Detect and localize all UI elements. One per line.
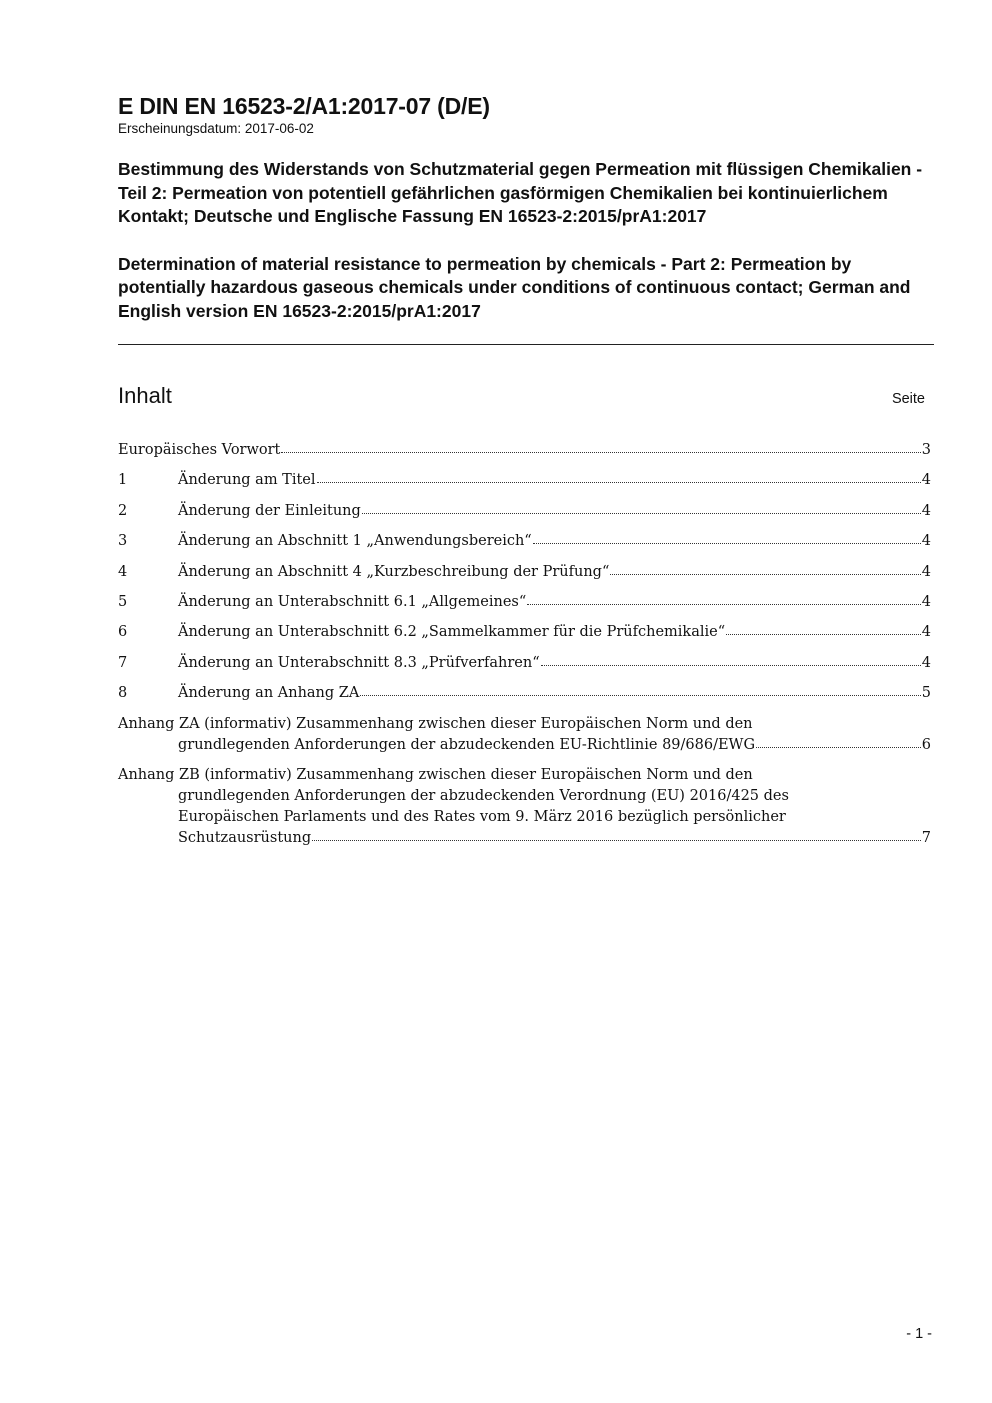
toc-entry-page: 4 [921, 593, 931, 610]
toc-entry-3[interactable] [118, 531, 931, 552]
toc-leader-dots [360, 695, 920, 696]
english-title: Determination of material resistance to permeation by chemicals - Part 2: Permeation by potentially hazardous gaseous chemicals under conditions of continuous contact; German and English version EN 16523-2:2015/prA1:2017 [118, 253, 911, 321]
toc-entry-page: 7 [921, 829, 931, 846]
toc-entry-number: 1 [118, 472, 128, 489]
toc-entry-number: 3 [118, 533, 128, 550]
toc-entry-text: Änderung der Einleitung [178, 502, 361, 519]
toc-entry-2[interactable] [118, 501, 931, 522]
toc-entry-text-continued: Europäischen Parlaments und des Rates vom 9. März 2016 bezüglich persönlicher [178, 808, 786, 825]
toc-entry-page: 6 [921, 736, 931, 753]
toc-leader-dots [312, 840, 921, 841]
toc-leader-dots [610, 574, 920, 575]
publication-date: Erscheinungsdatum: 2017-06-02 [118, 121, 314, 136]
toc-entry-number: 4 [118, 563, 128, 580]
toc-page-column-label: Seite [891, 391, 925, 407]
toc-leader-dots [541, 665, 921, 666]
toc-entry-5[interactable] [118, 592, 931, 613]
toc-entry-text: Änderung an Abschnitt 4 „Kurzbeschreibung der Prüfung“ [178, 563, 610, 580]
toc-entry-4[interactable] [118, 562, 931, 583]
german-title: Bestimmung des Widerstands von Schutzmaterial gegen Permeation mit flüssigen Chemikalien - Teil 2: Permeation von potentiell gefährlichen gasförmigen Chemikalien bei kontinuierlichem Kontakt; Deutsche und Englische Fassung EN 16523-2:2015/prA1:2017 [118, 159, 923, 226]
toc-entry-1[interactable] [118, 470, 931, 491]
document-header [118, 92, 934, 323]
toc-entry-page: 4 [921, 563, 931, 580]
toc-leader-dots [527, 604, 921, 605]
toc-entry-page: 4 [921, 654, 931, 671]
toc-leader-dots [756, 747, 921, 748]
page-number: - 1 - [906, 1326, 932, 1342]
toc-entry-text: Änderung an Unterabschnitt 8.3 „Prüfverfahren“ [178, 654, 540, 671]
toc-entry-text: Änderung an Abschnitt 1 „Anwendungsbereich“ [178, 533, 532, 550]
toc-entry-page: 4 [921, 533, 931, 550]
toc-entry-text: Änderung am Titel [178, 472, 316, 489]
toc-leader-dots [317, 482, 921, 483]
toc-entry-text-continued: Schutzausrüstung [178, 829, 312, 846]
toc-entry-text: Anhang ZA (informativ) Zusammenhang zwischen dieser Europäischen Norm und den [118, 715, 753, 732]
toc-heading: Inhalt [118, 383, 172, 408]
toc-leader-dots [533, 543, 921, 544]
toc-entry-text-continued: grundlegenden Anforderungen der abzudeckenden Verordnung (EU) 2016/425 des [178, 787, 789, 804]
toc-entry-text: Anhang ZB (informativ) Zusammenhang zwischen dieser Europäischen Norm und den [118, 766, 753, 783]
toc-entry-text-continued: grundlegenden Anforderungen der abzudeckenden EU-Richtlinie 89/686/EWG [178, 736, 756, 753]
toc-entry-european-foreword[interactable] [118, 440, 931, 461]
toc-entry-page: 4 [921, 624, 931, 641]
toc-leader-dots [281, 452, 920, 453]
toc-entry-number: 6 [118, 624, 128, 641]
toc-entry-text: Änderung an Anhang ZA [178, 685, 360, 702]
toc-entry-number: 2 [118, 502, 128, 519]
toc-entry-annex-zb[interactable] [118, 765, 931, 849]
toc-entry-number: 5 [118, 593, 128, 610]
toc-leader-dots [362, 513, 921, 514]
table-of-contents [118, 440, 931, 858]
toc-entry-text: Europäisches Vorwort [118, 442, 281, 458]
toc-entry-page: 4 [921, 502, 931, 519]
toc-entry-number: 7 [118, 654, 128, 671]
toc-entry-number: 8 [118, 685, 128, 702]
toc-entry-6[interactable] [118, 622, 931, 643]
toc-entry-page: 5 [921, 685, 931, 702]
toc-entry-annex-za[interactable] [118, 714, 931, 756]
title-divider [118, 344, 934, 345]
document-title: E DIN EN 16523-2/A1:2017-07 (D/E) [118, 93, 490, 119]
toc-entry-text: Änderung an Unterabschnitt 6.1 „Allgemeines“ [178, 593, 527, 610]
toc-entry-page: 3 [921, 442, 931, 458]
toc-leader-dots [726, 634, 921, 635]
toc-entry-7[interactable] [118, 653, 931, 674]
toc-entry-page: 4 [921, 472, 931, 489]
toc-entry-text: Änderung an Unterabschnitt 6.2 „Sammelkammer für die Prüfchemikalie“ [178, 624, 726, 641]
toc-entry-8[interactable] [118, 683, 931, 704]
